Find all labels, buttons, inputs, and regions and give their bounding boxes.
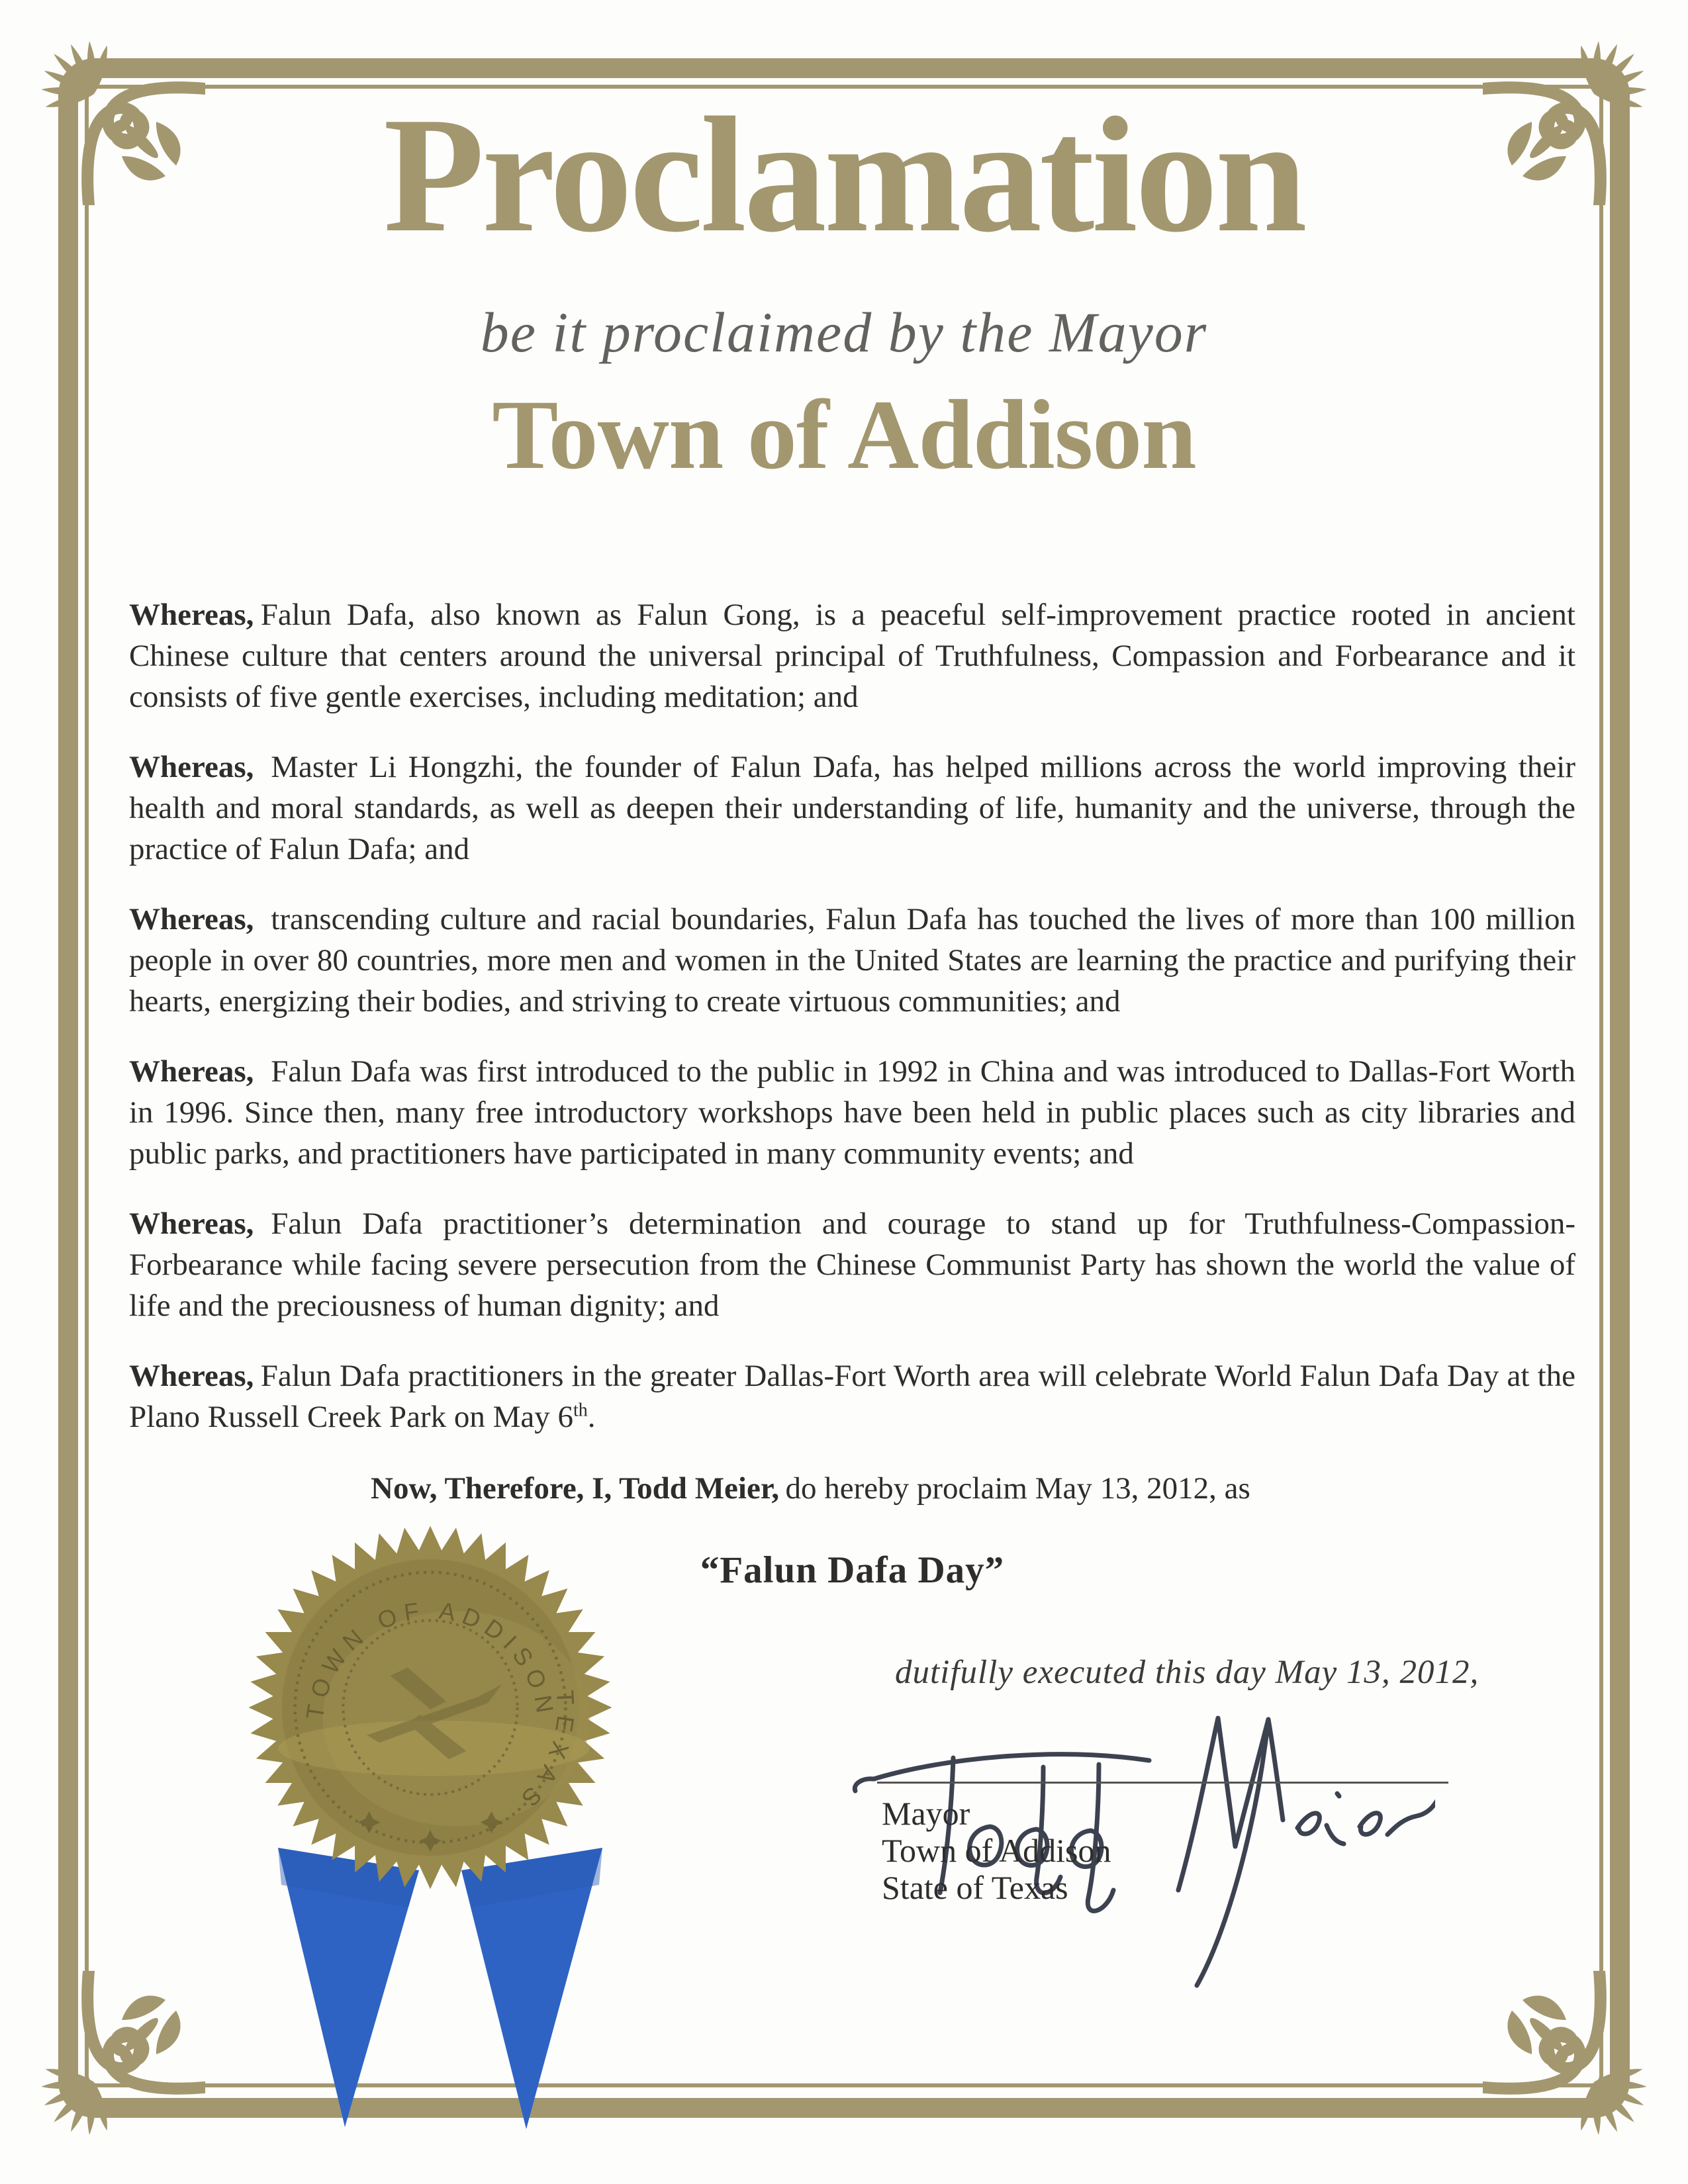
signoff-town: Town of Addison xyxy=(882,1832,1111,1869)
whereas-paragraph-6 xyxy=(129,1355,1575,1437)
page-title: Proclamation xyxy=(383,83,1305,267)
whereas-text: Falun Dafa practitioners in the greater Dallas-Fort Worth area will celebrate World Falun Dafa Day at the Plano Russell Creek Park on May 6 xyxy=(129,1359,1575,1434)
proclamation-body xyxy=(129,594,1575,1591)
whereas-text: Master Li Hongzhi, the founder of Falun Dafa, has helped millions across the world improving their health and moral standards, as well as deepen their understanding of life, humanity and the universe, through the practice of Falun Dafa; and xyxy=(129,750,1575,866)
document-header xyxy=(0,83,1688,490)
whereas-paragraph-5 xyxy=(129,1203,1575,1326)
whereas-paragraph-3 xyxy=(129,899,1575,1022)
whereas-lead: Whereas, xyxy=(129,750,254,784)
signature-line xyxy=(877,1782,1448,1784)
whereas-text: Falun Dafa, also known as Falun Gong, is a peaceful self-improvement practice rooted in ancient Chinese culture that centers around the universal principal of Truthfulness, Compassion and Forbearance and it consists of five gentle exercises, including meditation; and xyxy=(129,598,1575,714)
proclaim-lead: Now, Therefore, I, Todd Meier, xyxy=(371,1471,780,1506)
municipality-title: Town of Addison xyxy=(492,380,1196,490)
proclaim-text: do hereby proclaim May 13, 2012, as xyxy=(785,1471,1250,1506)
seal-arc-text-side: TEXAS xyxy=(510,1689,580,1819)
whereas-text: transcending culture and racial boundaries, Falun Dafa has touched the lives of more than 100 million people in over 80 countries, more men and women in the United States are learning the practice and purifying their hearts, energizing their bodies, and striving to create virtuous communities; and xyxy=(129,902,1575,1019)
signature-block xyxy=(882,1795,1111,1906)
whereas-lead: Whereas, xyxy=(129,1206,254,1241)
whereas-text: Falun Dafa practitioner’s determination and courage to stand up for Truthfulness-Compassion-Forbearance while facing severe persecution from the Chinese Communist Party has shown the world the value of life and the preciousness of human dignity; and xyxy=(129,1206,1575,1323)
corner-ornament-bottom-right-icon xyxy=(1483,1971,1663,2151)
whereas-text: Falun Dafa was first introduced to the public in 1992 in China and was introduced to Dallas-Fort Worth in 1996. Since then, many free introductory workshops have been held in public places such as city libraries and public parks, and practitioners have participated in many community events; and xyxy=(129,1054,1575,1171)
whereas-lead: Whereas, xyxy=(129,598,254,632)
whereas-paragraph-1 xyxy=(129,594,1575,717)
whereas-paragraph-2 xyxy=(129,747,1575,870)
corner-ornament-bottom-left-icon xyxy=(25,1971,205,2151)
signoff-role: Mayor xyxy=(882,1795,970,1832)
seal-arc-text-top: TOWN OF ADDISON xyxy=(301,1596,560,1721)
proclaim-line xyxy=(371,1468,1575,1509)
proclaimed-day-title: “Falun Dafa Day” xyxy=(700,1549,1005,1591)
whereas-lead: Whereas, xyxy=(129,1359,254,1393)
whereas-lead: Whereas, xyxy=(129,1054,254,1089)
gold-seal xyxy=(245,1522,616,1893)
whereas-lead: Whereas, xyxy=(129,902,254,936)
whereas-paragraph-4 xyxy=(129,1051,1575,1174)
whereas-text-end: . xyxy=(587,1400,596,1434)
ordinal-superscript: th xyxy=(573,1400,588,1421)
proclamation-subtitle: be it proclaimed by the Mayor xyxy=(480,300,1208,364)
signoff-state: State of Texas xyxy=(882,1869,1068,1906)
execution-date-line: dutifully executed this day May 13, 2012, xyxy=(895,1654,1479,1691)
